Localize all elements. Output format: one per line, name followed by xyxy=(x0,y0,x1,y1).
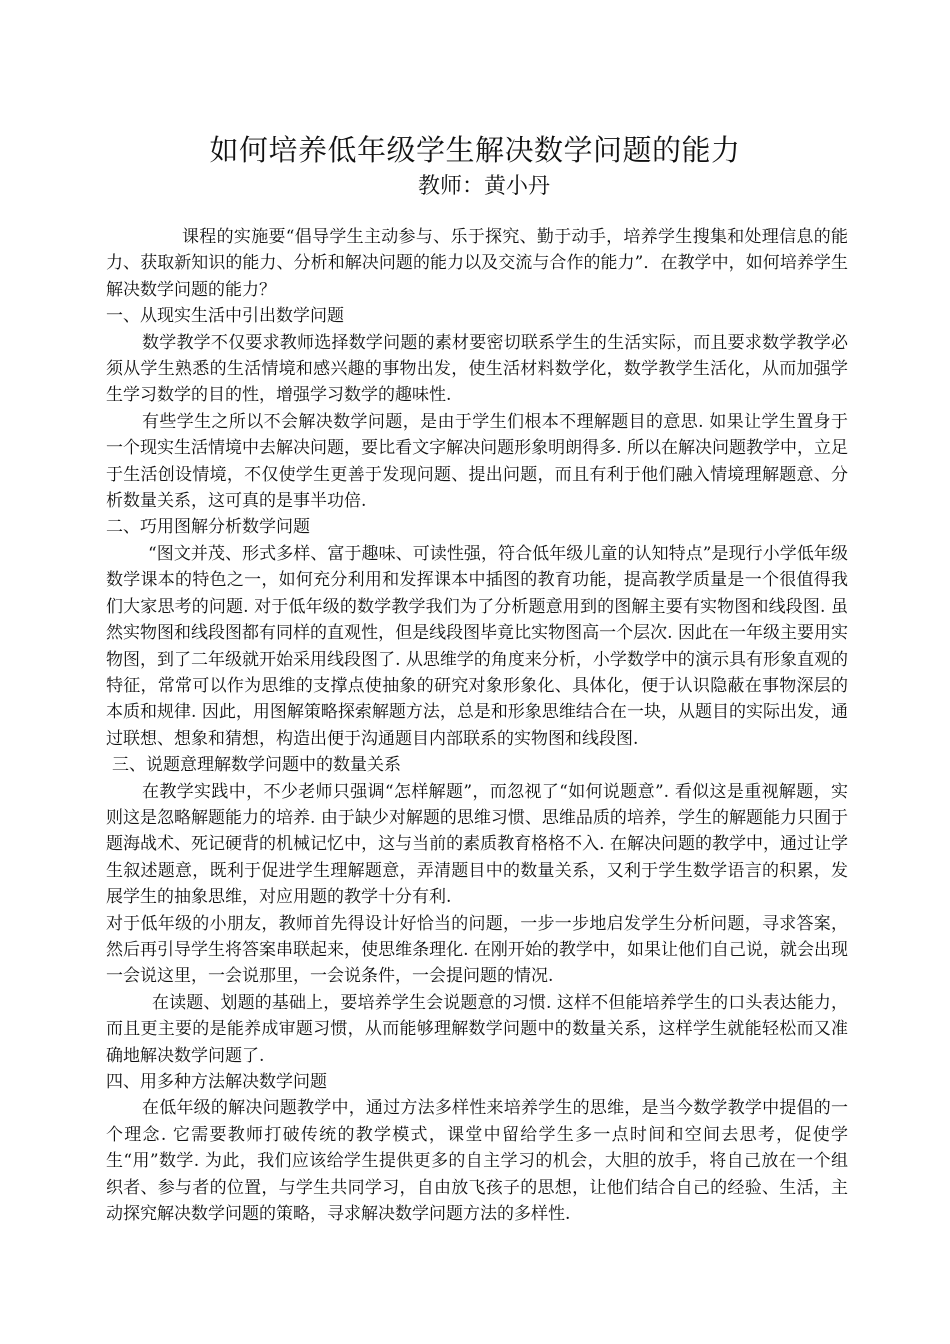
document-author: 教师：黄小丹 xyxy=(417,174,550,199)
body-paragraph: 在教学实践中，不少老师只强调“怎样解题”，而忽视了“如何说题意”. 看似这是重视解题，实则这是忽略解题能力的培养. 由于缺少对解题的思维习惯、思维品质的培养，学生的解题能力只囿于题海战术、死记硬背的机械记忆中，这与当前的素质教育格格不入. 在解决问题的教学中，通过让学生叙述题意，既利于促进学生理解题意，弄清题目中的数量关系，又利于学生数学语言的积累，发展学生的抽象思维，对应用题的教学十分有利. xyxy=(106,781,848,908)
section-heading-2: 二、巧用图解分析数学问题 xyxy=(106,517,310,538)
section-heading-1: 一、从现实生活中引出数学问题 xyxy=(106,306,344,327)
document-title: 如何培养低年级学生解决数学问题的能力 xyxy=(209,133,741,167)
body-paragraph: 对于低年级的小朋友，教师首先得设计好恰当的问题，一步一步地启发学生分析问题，寻求答案，然后再引导学生将答案串联起来，使思维条理化. 在刚开始的教学中，如果让他们自己说，就会出现一会说这里，一会说那里，一会说条件，一会提问题的情况. xyxy=(106,913,848,987)
body-paragraph: 有些学生之所以不会解决数学问题，是由于学生们根本不理解题目的意思. 如果让学生置身于一个现实生活情境中去解决问题，要比看文字解决问题形象明朗得多. 所以在解决问题教学中，立足于生活创设情境，不仅使学生更善于发现问题、提出问题，而且有利于他们融入情境理解题意、分析数量关系，这可真的是事半功倍. xyxy=(106,411,848,512)
body-paragraph: “图文并茂、形式多样、富于趣味、可读性强，符合低年级儿童的认知特点”是现行小学低年级数学课本的特色之一，如何充分利用和发挥课本中插图的教育功能，提高教学质量是一个很值得我们大家思考的问题. 对于低年级的数学教学我们为了分析题意用到的图解主要有实物图和线段图. 虽然实物图和线段图都有同样的直观性，但是线段图毕竟比实物图高一个层次. 因此在一年级主要用实物图，到了二年级就开始采用线段图了. 从思维学的角度来分析，小学数学中的演示具有形象直观的特征，常常可以作为思维的支撑点使抽象的研究对象形象化、具体化，便于认识隐蔽在事物深层的本质和规律. 因此，用图解策略探索解题方法，总是和形象思维结合在一块，从题目的实际出发，通过联想、想象和猜想，构造出便于沟通题目内部联系的实物图和线段图. xyxy=(106,543,848,749)
intro-paragraph: 课程的实施要“倡导学生主动参与、乐于探究、勤于动手，培养学生搜集和处理信息的能力、获取新知识的能力、分析和解决问题的能力以及交流与合作的能力”．在教学中，如何培养学生解决数学问题的能力？ xyxy=(106,227,848,300)
body-paragraph: 在读题、划题的基础上，要培养学生会说题意的习惯. 这样不但能培养学生的口头表达能力，而且更主要的是能养成审题习惯，从而能够理解数学问题中的数量关系，这样学生就能轻松而又准确地解决数学问题了. xyxy=(106,992,848,1066)
section-heading-3: 三、说题意理解数学问题中的数量关系 xyxy=(112,755,401,776)
section-heading-4: 四、用多种方法解决数学问题 xyxy=(106,1072,327,1092)
body-paragraph: 在低年级的解决问题教学中，通过方法多样性来培养学生的思维，是当今数学教学中提倡的一个理念. 它需要教师打破传统的教学模式，课堂中留给学生多一点时间和空间去思考，促使学生“用”数学. 为此，我们应该给学生提供更多的自主学习的机会，大胆的放手，将自己放在一个组织者、参与者的位置，与学生共同学习，自由放飞孩子的思想，让他们结合自己的经验、生活，主动探究解决数学问题的策略，寻求解决数学问题方法的多样性. xyxy=(106,1098,848,1225)
body-paragraph: 数学教学不仅要求教师选择数学问题的素材要密切联系学生的生活实际，而且要求数学教学必须从学生熟悉的生活情境和感兴趣的事物出发，使生活材料数学化，数学教学生活化，从而加强学生学习数学的目的性，增强学习数学的趣味性. xyxy=(106,332,848,406)
document-body xyxy=(106,224,848,1227)
